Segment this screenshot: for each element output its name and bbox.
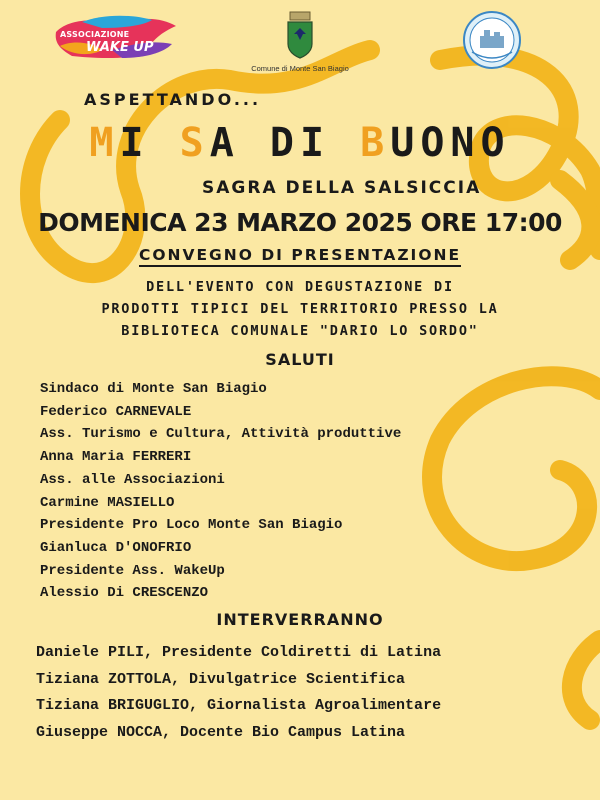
list-item: Presidente Ass. WakeUp (40, 562, 225, 579)
proloco-seal-icon (462, 10, 522, 70)
pre-title: ASPETTANDO... (84, 90, 262, 109)
interverranno-heading: INTERVERRANNO (216, 610, 384, 629)
title-part-6: UONO (390, 120, 511, 166)
list-item: Presidente Pro Loco Monte San Biagio (40, 517, 343, 534)
saluti-list (40, 378, 401, 605)
event-description (0, 276, 600, 342)
title-part-3: S (179, 120, 210, 166)
saluti-heading: SALUTI (265, 350, 335, 369)
list-item: Tiziana ZOTTOLA, Divulgatrice Scientifica (36, 670, 406, 688)
title-part-1: M (89, 120, 120, 166)
coat-of-arms-icon (280, 10, 320, 62)
list-item: Carmine MASIELLO (40, 494, 175, 511)
list-item: Giuseppe NOCCA, Docente Bio Campus Latina (36, 723, 406, 741)
list-item: Tiziana BRIGUGLIO, Giornalista Agroalimentare (36, 697, 442, 714)
list-item: Anna Maria FERRERI (40, 449, 192, 466)
wakeup-logo-line1: ASSOCIAZIONE (60, 30, 130, 39)
title-part-5: B (360, 120, 391, 166)
list-item: Federico CARNEVALE (40, 403, 192, 420)
comune-caption: Comune di Monte San Biagio (251, 64, 349, 73)
wakeup-logo-line2: WAKE UP (86, 40, 154, 55)
list-item: Sindaco di Monte San Biagio (40, 381, 267, 397)
list-item: Ass. Turismo e Cultura, Attività produttive (40, 426, 402, 443)
list-item: Gianluca D'ONOFRIO (40, 539, 192, 556)
event-subtitle: SAGRA DELLA SALSICCIA (202, 178, 482, 198)
description-line: PRODOTTI TIPICI DEL TERRITORIO PRESSO LA (101, 301, 499, 317)
swirl-mid-right (432, 376, 600, 561)
event-date: DOMENICA 23 MARZO 2025 ORE 17:00 (38, 208, 562, 237)
list-item: Daniele PILI, Presidente Coldiretti di Latina (36, 644, 442, 661)
comune-logo (238, 10, 362, 80)
list-item: Alessio Di CRESCENZO (40, 585, 209, 602)
event-title (0, 120, 600, 166)
wakeup-logo (52, 10, 180, 62)
swirl-bottom-right (572, 640, 600, 720)
interverranno-list (36, 640, 441, 746)
convegno-text: CONVEGNO DI PRESENTAZIONE (139, 246, 461, 267)
list-item: Ass. alle Associazioni (40, 471, 225, 488)
title-part-4: A DI (209, 120, 361, 166)
title-part-2: I (119, 120, 180, 166)
proloco-logo (462, 10, 522, 70)
description-line: DELL'EVENTO CON DEGUSTAZIONE DI (146, 279, 454, 295)
description-line: BIBLIOTECA COMUNALE "DARIO LO SORDO" (121, 323, 479, 339)
convegno-heading (0, 246, 600, 264)
